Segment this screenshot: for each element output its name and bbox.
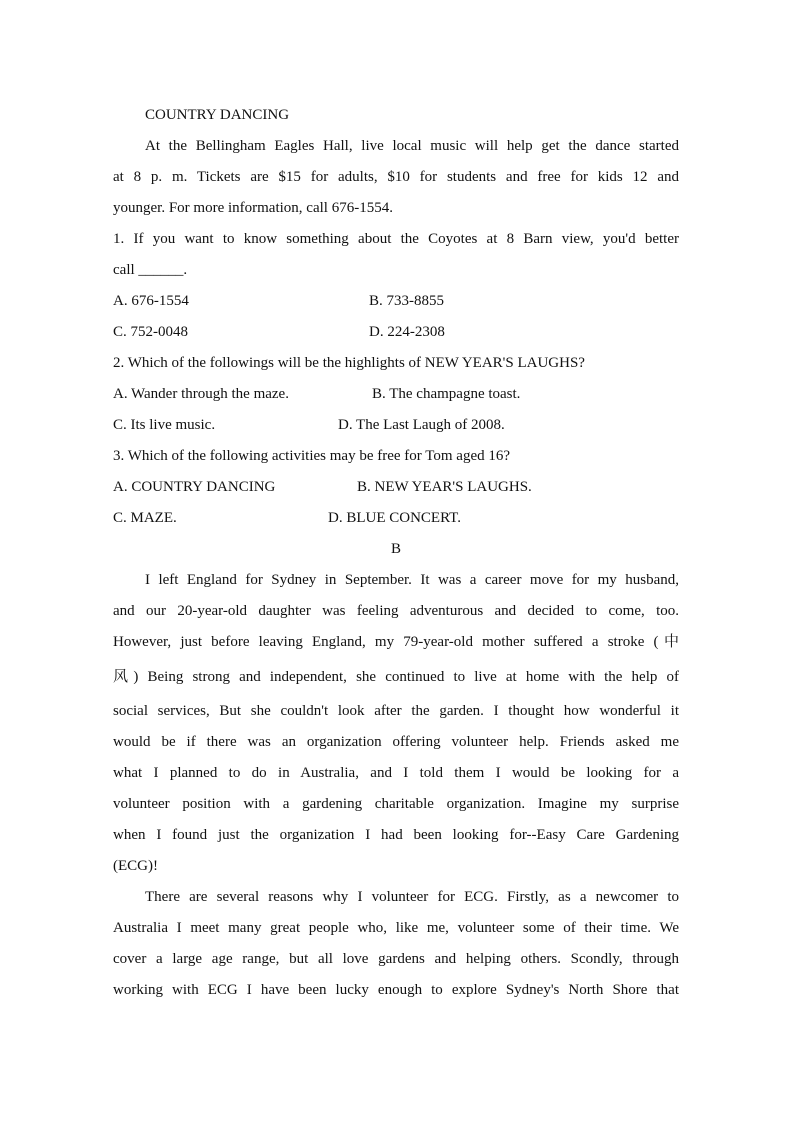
paragraph-1-line: I left England for Sydney in September. It was a career move for my husband, (145, 572, 679, 588)
option-c: C. MAZE. (113, 510, 177, 526)
question-3-options-row-2 (113, 503, 679, 534)
paragraph-1-line: (ECG)! (113, 858, 158, 874)
question-3-stem: 3. Which of the following activities may be free for Tom aged 16? (113, 448, 511, 464)
question-1-stem-cont: call ______. (113, 262, 188, 278)
option-d: D. BLUE CONCERT. (328, 510, 461, 526)
question-2-stem: 2. Which of the followings will be the highlights of NEW YEAR'S LAUGHS? (113, 355, 585, 371)
paragraph-2-line: working with ECG I have been lucky enough to explore Sydney's North Shore that (113, 982, 679, 998)
paragraph-1-line: However, just before leaving England, my 79-year-old mother suffered a stroke (中 (113, 634, 679, 650)
paragraph-1-line: 风) Being strong and independent, she continued to live at home with the help of (113, 669, 679, 685)
paragraph-1-line: what I planned to do in Australia, and I told them I would be looking for a (113, 765, 679, 781)
option-b: B. The champagne toast. (372, 386, 521, 402)
question-1-options-row-2 (113, 317, 679, 348)
option-c: C. 752-0048 (113, 324, 188, 340)
paragraph-1-line: when I found just the organization I had been looking for--Easy Care Gardening (113, 827, 679, 843)
intro-line: at 8 p. m. Tickets are $15 for adults, $10 for students and free for kids 12 and (113, 169, 679, 185)
option-b: B. 733-8855 (369, 293, 444, 309)
option-c: C. Its live music. (113, 417, 216, 433)
paragraph-1-line: volunteer position with a gardening charitable organization. Imagine my surprise (113, 796, 679, 812)
section-b-heading: B (390, 541, 401, 557)
intro-line: At the Bellingham Eagles Hall, live local music will help get the dance started (145, 138, 679, 154)
question-3-options-row-1 (113, 472, 679, 503)
question-2-options-row-2 (113, 410, 679, 441)
paragraph-1-line: social services, But she couldn't look after the garden. I thought how wonderful it (113, 703, 679, 719)
paragraph-1-line: and our 20-year-old daughter was feeling adventurous and decided to come, too. (113, 603, 679, 619)
option-b: B. NEW YEAR'S LAUGHS. (357, 479, 532, 495)
question-1-stem: 1. If you want to know something about the Coyotes at 8 Barn view, you'd better (113, 231, 679, 247)
paragraph-2-line: There are several reasons why I volunteer for ECG. Firstly, as a newcomer to (145, 889, 679, 905)
question-1-options-row-1 (113, 286, 679, 317)
document-page (113, 100, 679, 1006)
option-a: A. 676-1554 (113, 293, 189, 309)
option-d: D. The Last Laugh of 2008. (338, 417, 505, 433)
paragraph-2-line: cover a large age range, but all love gardens and helping others. Scondly, through (113, 951, 679, 967)
paragraph-2-line: Australia I meet many great people who, like me, volunteer some of their time. We (113, 920, 679, 936)
paragraph-1-line: would be if there was an organization offering volunteer help. Friends asked me (113, 734, 679, 750)
option-a: A. COUNTRY DANCING (113, 479, 276, 495)
question-2-options-row-1 (113, 379, 679, 410)
option-a: A. Wander through the maze. (113, 386, 289, 402)
option-d: D. 224-2308 (369, 324, 445, 340)
intro-line: younger. For more information, call 676-1554. (113, 200, 393, 216)
section-title: COUNTRY DANCING (145, 107, 290, 123)
